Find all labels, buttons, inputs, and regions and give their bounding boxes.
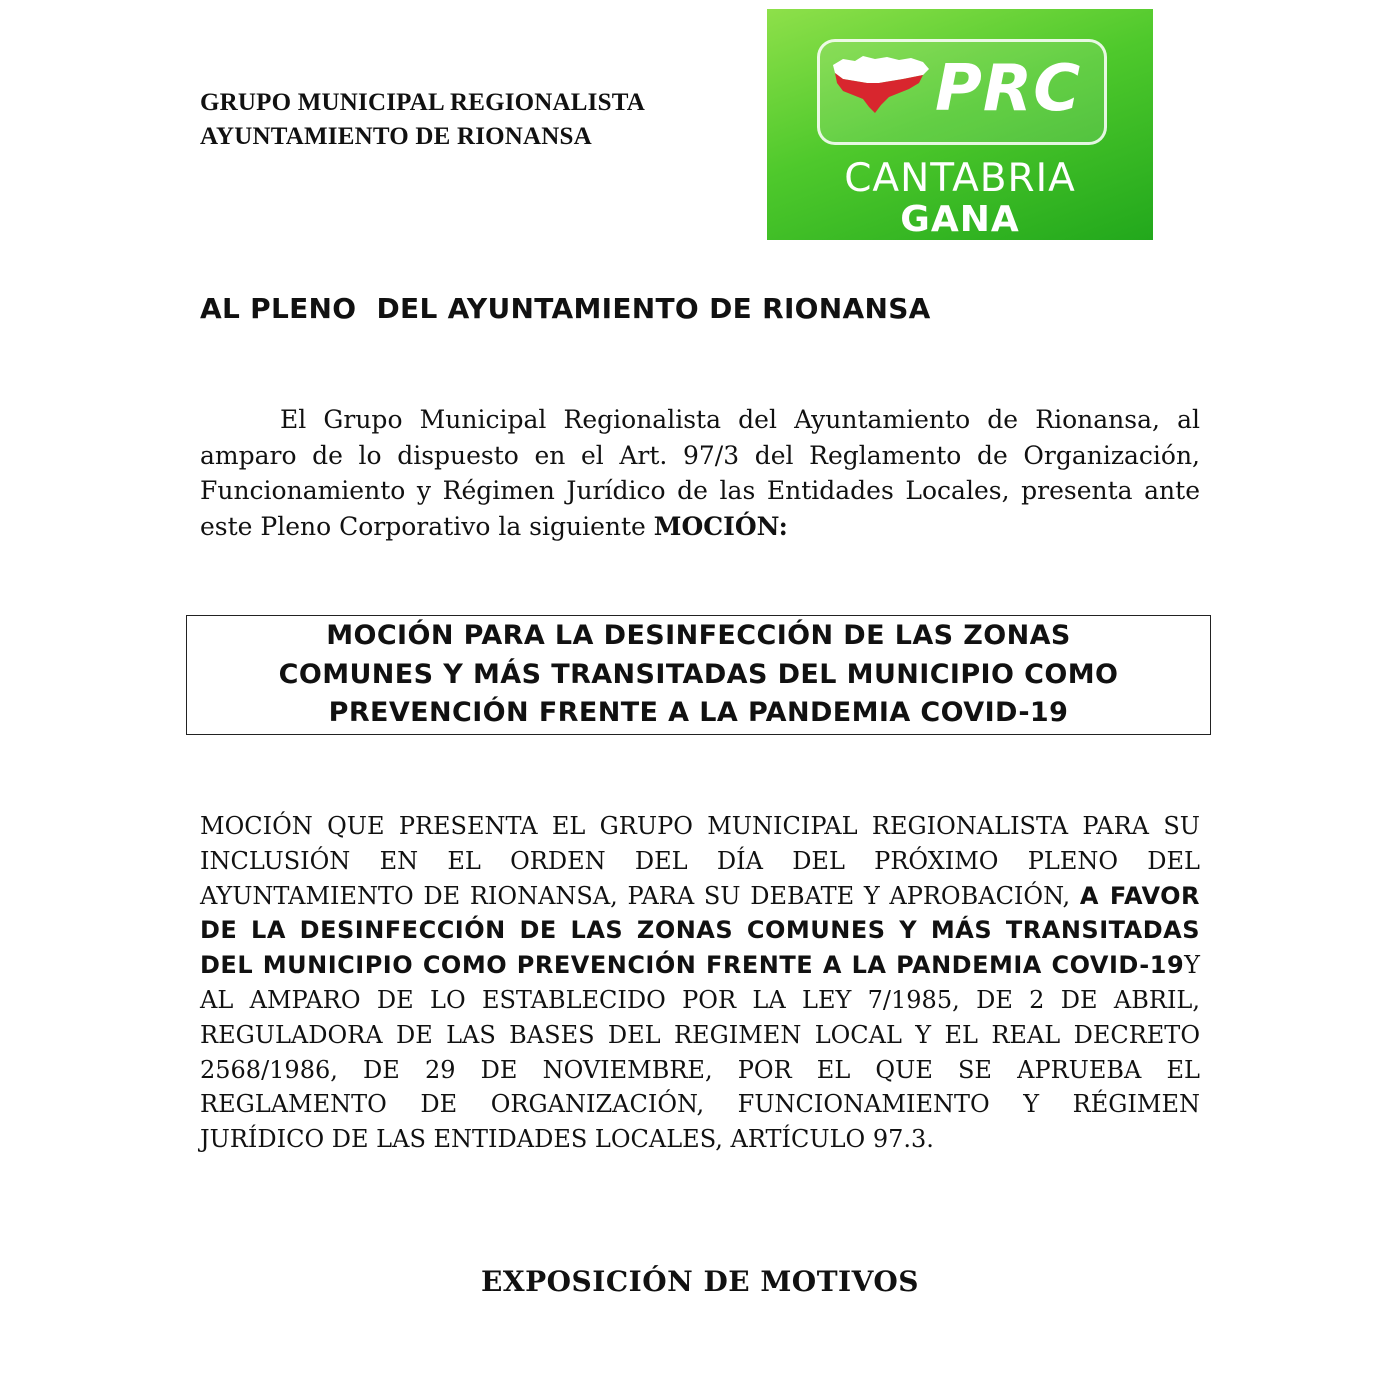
logo-prc-text: PRC bbox=[935, 52, 1082, 126]
section-title: EXPOSICIÓN DE MOTIVOS bbox=[481, 1265, 919, 1298]
organization-header bbox=[200, 86, 645, 154]
logo-cantabria-text: CANTABRIA bbox=[844, 156, 1076, 201]
body-text-part2: Y AL AMPARO DE LO ESTABLECIDO POR LA LEY 7/1985, DE 2 DE ABRIL, REGULADORA DE LAS BASES DEL REGIMEN LOCAL Y EL REAL DECRETO 2568/1986, DE 29 DE NOVIEMBRE, POR EL QUE SE APRUEBA EL REGLAMENTO DE ORGANIZACIÓN, FUNCIONAMIENTO Y RÉGIMEN JURÍDICO DE LAS ENTIDADES LOCALES, ARTÍCULO 97.3. bbox=[200, 951, 1200, 1154]
motion-title-box bbox=[186, 615, 1211, 735]
body-text-part1: MOCIÓN QUE PRESENTA EL GRUPO MUNICIPAL REGIONALISTA PARA SU INCLUSIÓN EN EL ORDEN DEL DÍA DEL PRÓXIMO PLENO DEL AYUNTAMIENTO DE RIONANSA, PARA SU DEBATE Y APROBACIÓN, bbox=[200, 812, 1200, 910]
organization-name: GRUPO MUNICIPAL REGIONALISTA bbox=[200, 89, 645, 116]
motion-title-line: COMUNES Y MÁS TRANSITADAS DEL MUNICIPIO COMO bbox=[278, 658, 1119, 690]
intro-text: El Grupo Municipal Regionalista del Ayuntamiento de Rionansa, al amparo de lo dispuesto en el Art. 97/3 del Reglamento de Organización, Funcionamiento y Régimen Jurídico de las Entidades Locales, presenta ante este Pleno Corporativo la siguiente bbox=[200, 405, 1200, 541]
motion-title-line: MOCIÓN PARA LA DESINFECCIÓN DE LAS ZONAS bbox=[326, 620, 1071, 652]
intro-bold: MOCIÓN: bbox=[653, 511, 788, 541]
motion-title bbox=[279, 617, 1119, 733]
prc-logo bbox=[767, 9, 1153, 240]
motion-body-paragraph bbox=[200, 809, 1200, 1157]
addressee-heading: AL PLENO DEL AYUNTAMIENTO DE RIONANSA bbox=[200, 292, 931, 325]
logo-gana-text: GANA bbox=[900, 199, 1020, 240]
body-bold-text: A FAVOR DE LA DESINFECCIÓN DE LAS ZONAS COMUNES Y MÁS TRANSITADAS DEL MUNICIPIO COMO PREVENCIÓN FRENTE A LA PANDEMIA COVID-19 bbox=[200, 881, 1200, 980]
intro-paragraph bbox=[200, 402, 1200, 544]
motion-title-line: PREVENCIÓN FRENTE A LA PANDEMIA COVID-19 bbox=[328, 697, 1069, 729]
cantabria-flag-map-icon bbox=[829, 53, 933, 117]
council-name: AYUNTAMIENTO DE RIONANSA bbox=[200, 123, 592, 150]
